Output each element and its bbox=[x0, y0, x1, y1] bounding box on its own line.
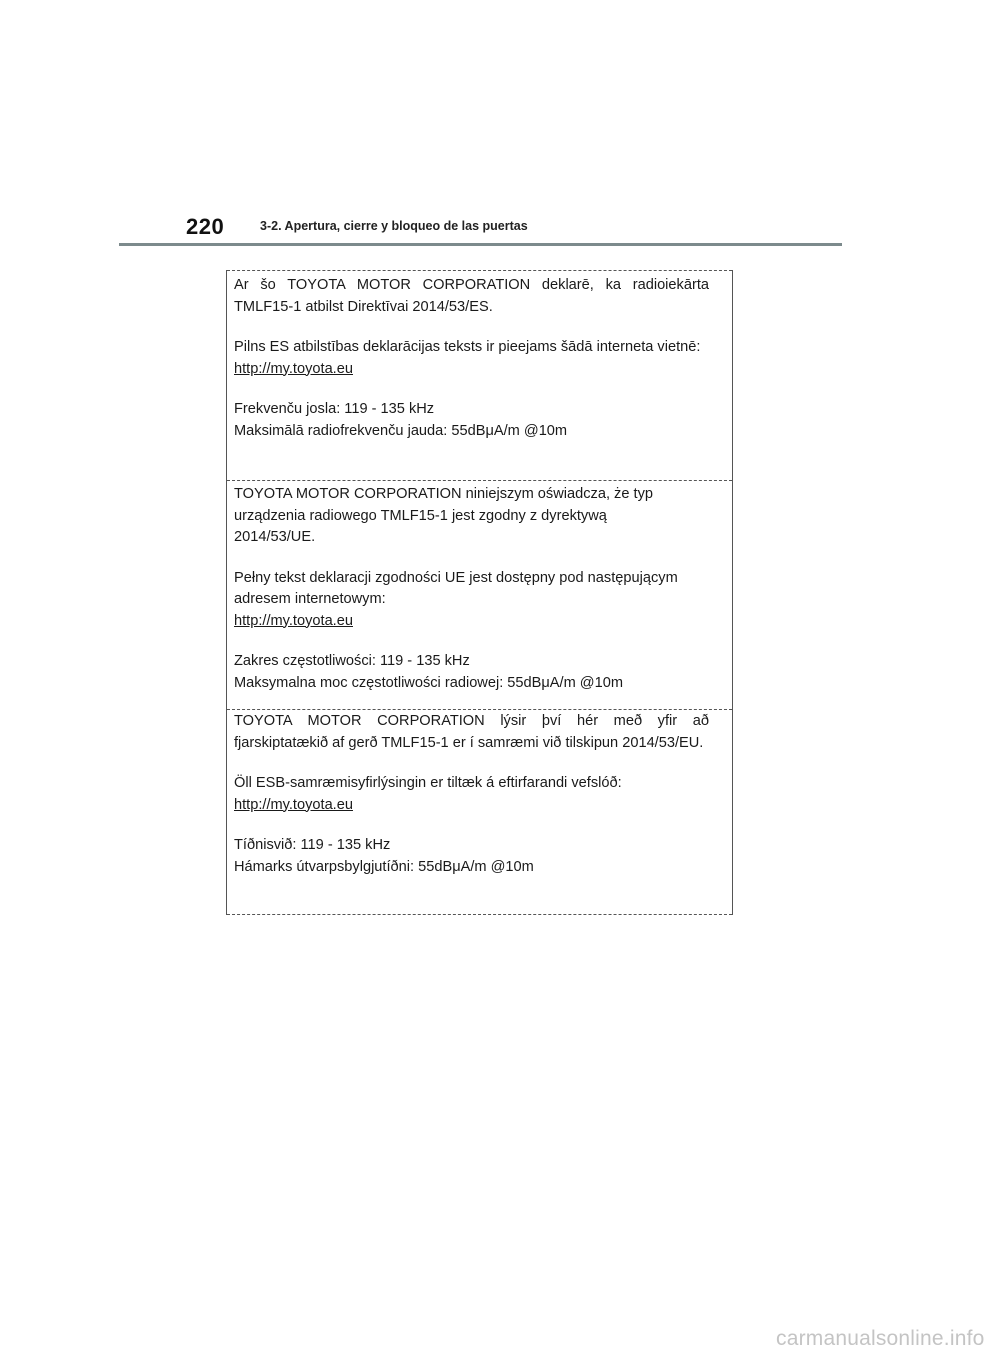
section-latvian bbox=[234, 275, 709, 442]
page-number: 220 bbox=[186, 214, 225, 239]
divider bbox=[227, 709, 732, 710]
declaration-text: TOYOTA MOTOR CORPORATION niniejszym oświadcza, że typ urządzenia radiowego TMLF15-1 jest zgodny z dyrektywą 2014/53/UE. bbox=[234, 486, 653, 545]
power-text: Hámarks útvarpsbylgjutíðni: 55dBμA/m @10m bbox=[234, 858, 534, 875]
fulltext-text: Pilns ES atbilstības deklarācijas teksts ir pieejams šādā interneta vietnē: bbox=[234, 339, 701, 355]
fulltext-text: Öll ESB-samræmisyfirlýsingin er tiltæk á eftirfarandi vefslóð: bbox=[234, 775, 622, 791]
frequency-text: Frekvenču josla: 119 - 135 kHz bbox=[234, 401, 435, 417]
section-icelandic bbox=[234, 711, 709, 878]
power-text: Maksymalna moc częstotliwości radiowej: 55dBμA/m @10m bbox=[234, 674, 624, 691]
power-text: Maksimālā radiofrekvenču jauda: 55dBμA/m @10m bbox=[234, 422, 568, 439]
frequency-text: Tíðnisvið: 119 - 135 kHz bbox=[234, 837, 391, 853]
declaration-box bbox=[226, 270, 733, 915]
declaration-text: Ar šo TOYOTA MOTOR CORPORATION deklarē, ka radioiekārta TMLF15-1 atbilst Direktīvai 2014/53/ES. bbox=[234, 277, 709, 315]
header-rule bbox=[119, 243, 842, 246]
divider-top bbox=[227, 270, 732, 271]
declaration-link[interactable]: http://my.toyota.eu bbox=[234, 360, 353, 377]
divider bbox=[227, 480, 732, 481]
divider-bottom bbox=[227, 914, 732, 915]
section-polish bbox=[234, 484, 709, 694]
watermark: carmanualsonline.info bbox=[776, 1327, 985, 1350]
frequency-text: Zakres częstotliwości: 119 - 135 kHz bbox=[234, 653, 470, 669]
declaration-link[interactable]: http://my.toyota.eu bbox=[234, 796, 353, 813]
declaration-text: TOYOTA MOTOR CORPORATION lýsir því hér með yfir að fjarskiptatækið af gerð TMLF15-1 er í samræmi við tilskipun 2014/53/EU. bbox=[234, 713, 709, 751]
fulltext-text: Pełny tekst deklaracji zgodności UE jest dostępny pod następującym adresem internetowym: bbox=[234, 569, 678, 607]
section-title: 3-2. Apertura, cierre y bloqueo de las puertas bbox=[260, 219, 528, 233]
declaration-link[interactable]: http://my.toyota.eu bbox=[234, 612, 353, 629]
